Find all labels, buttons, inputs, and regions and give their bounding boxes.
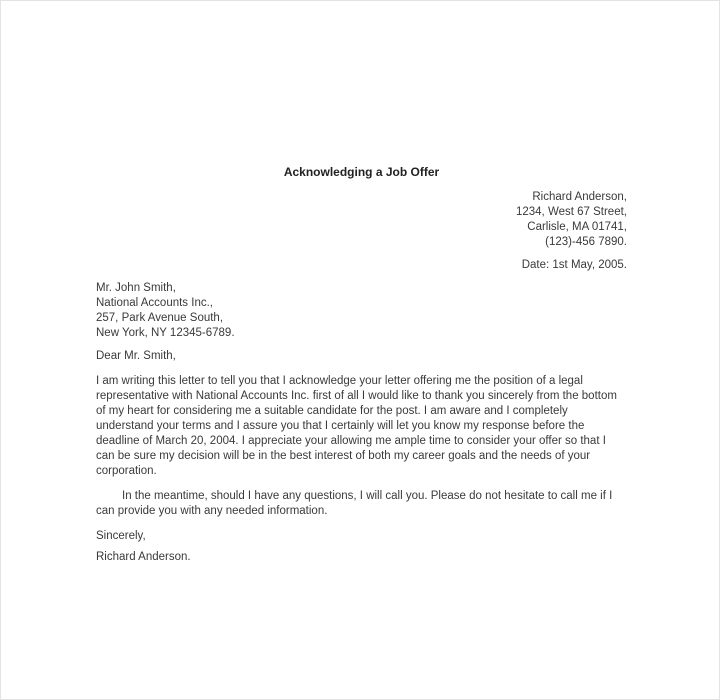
sender-phone: (123)-456 7890. [545,236,627,248]
letter-content [1,1,719,565]
recipient-city: New York, NY 12345-6789. [96,327,235,339]
letter-title: Acknowledging a Job Offer [283,165,440,179]
date-line: Date: 1st May, 2005. [521,259,627,271]
sender-name: Richard Anderson, [532,191,627,203]
sender-address-block [96,190,627,250]
salutation: Dear Mr. Smith, [96,350,176,362]
recipient-company: National Accounts Inc., [96,297,213,309]
recipient-address-block [96,281,627,341]
body-paragraph-2: In the meantime, should I have any questions, I will call you. Please do not hesitate to call me if I can provide you with any needed information. [96,490,613,517]
sender-street: 1234, West 67 Street, [515,206,627,218]
body-paragraph-1: I am writing this letter to tell you that I acknowledge your letter offering me the position of a legal representative with National Accounts Inc. first of all I would like to thank you sincerely from the bottom of my heart for considering me a suitable candidate for the post. I am aware and I completely understand your terms and I assure you that I certainly will let you know my response before the deadline of March 20, 2004. I appreciate your allowing me ample time to consider your offer so that I can be sure my decision will be in the best interest of both my career goals and the needs of your corporation. [96,375,617,477]
signature: Richard Anderson. [96,551,191,563]
recipient-name: Mr. John Smith, [96,282,176,294]
closing: Sincerely, [96,530,146,542]
recipient-street: 257, Park Avenue South, [96,312,224,324]
sender-city: Carlisle, MA 01741, [527,221,627,233]
